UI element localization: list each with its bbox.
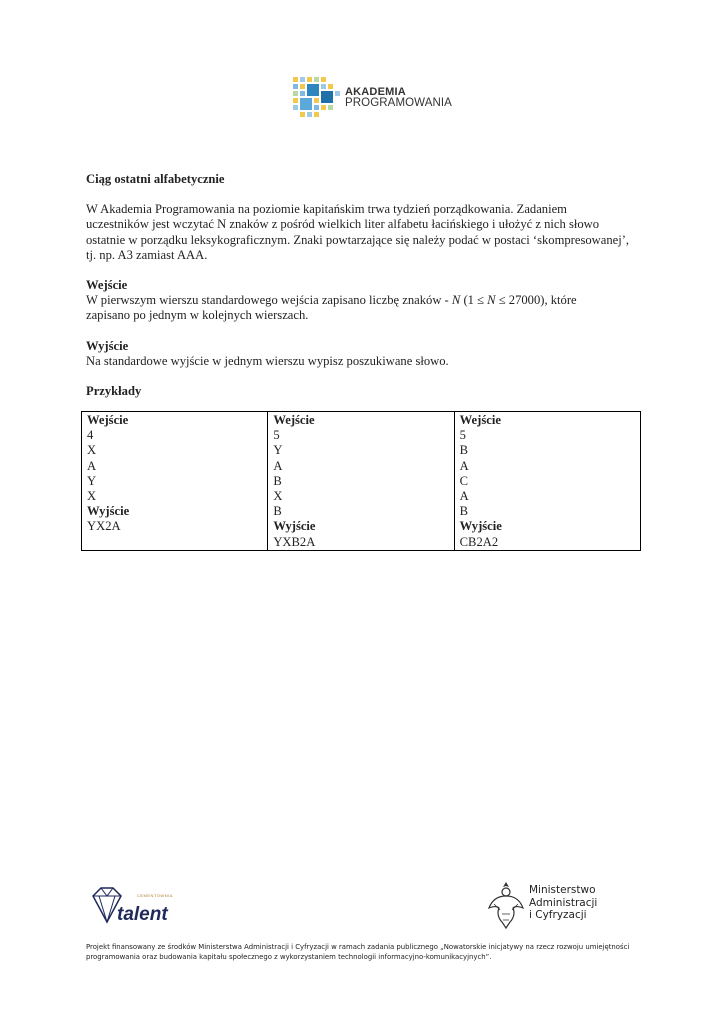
example-input-line: 5 [273, 428, 280, 443]
description-line: tj. np. A3 zamiast AAA. [86, 247, 208, 262]
talent-sponsor-text: CEMENTOWNIA [137, 893, 173, 898]
example-output: YXB2A [273, 534, 316, 549]
talent-wordmark: talent [117, 904, 168, 925]
example-input-line: B [273, 473, 282, 488]
example-input-line: 5 [459, 428, 466, 443]
example-cell-2 [268, 412, 454, 551]
variable-n: N [487, 293, 496, 308]
examples-heading: Przykłady [86, 384, 142, 399]
input-text: W pierwszym wierszu standardowego wejścia zapisano liczbę znaków - [86, 293, 452, 308]
ministry-name [529, 884, 597, 922]
footnote-line: programowania oraz budowania kapitału społecznego z wykorzystaniem technologii informacyjno-komunikacyjnych”. [86, 953, 492, 961]
example-input-line: A [459, 489, 469, 504]
examples-table [81, 411, 641, 551]
input-description-line: zapisano po jednym w kolejnych wierszach. [86, 308, 309, 323]
input-section [86, 278, 646, 324]
example-output: CB2A2 [459, 534, 499, 549]
example-cell-3 [454, 412, 640, 551]
input-description-line [86, 293, 646, 308]
example-input-line: X [87, 443, 97, 458]
example-input-line: B [459, 504, 469, 519]
output-description: Na standardowe wyjście w jednym wierszu wypisz poszukiwane słowo. [86, 353, 449, 368]
input-text: (1 ≤ [460, 293, 488, 308]
ministry-line: Ministerstwo [529, 884, 596, 896]
talent-logo [85, 882, 195, 928]
variable-n: N [451, 293, 461, 308]
description-line: W Akademia Programowania na poziomie kapitańskim trwa tydzień porządkowania. Zadaniem [86, 202, 567, 217]
example-input-label: Wejście [459, 413, 501, 427]
example-cell-1 [82, 412, 268, 551]
logo-line-1: AKADEMIA [345, 86, 406, 98]
example-input-line: A [87, 458, 97, 473]
description-line: uczestników jest wczytać N znaków z pośród wielkich liter alfabetu łacińskiego i ułożyć z nich słowo [86, 217, 600, 232]
ministry-line: i Cyfryzacji [529, 909, 587, 921]
mosaic-logo-icon [291, 75, 343, 119]
funding-footnote [86, 942, 646, 962]
example-input-line: 4 [87, 428, 94, 443]
example-output-label: Wyjście [459, 519, 502, 534]
example-input-line: A [459, 458, 469, 473]
example-output-label: Wyjście [87, 504, 130, 519]
table-row [82, 412, 641, 551]
logo-line-2: PROGRAMOWANIA [345, 97, 452, 109]
example-input-line: C [459, 473, 469, 488]
footnote-line: Projekt finansowany ze środków Ministerstwa Administracji i Cyfryzacji w ramach zadania publicznego „Nowatorskie inicjatywy na rzecz rozwoju umiejętności [86, 943, 630, 951]
task-title: Ciąg ostatni alfabetycznie [86, 172, 225, 186]
input-heading: Wejście [86, 278, 128, 293]
example-input-line: Y [87, 473, 97, 488]
example-output: YX2A [87, 519, 121, 534]
output-section [86, 339, 646, 369]
logo-text [345, 87, 452, 110]
output-heading: Wyjście [86, 338, 129, 353]
ministry-logo [486, 878, 596, 932]
example-input-line: X [87, 489, 97, 504]
akademia-programowania-logo [291, 75, 451, 119]
eagle-emblem-icon [486, 878, 526, 932]
example-input-line: B [459, 443, 469, 458]
example-input-line: B [273, 504, 282, 519]
ministry-line: Administracji [529, 896, 598, 909]
example-output-label: Wyjście [273, 519, 316, 534]
example-input-label: Wejście [87, 413, 129, 427]
task-description [86, 202, 646, 263]
input-text: ≤ 27000), które [495, 293, 577, 308]
description-line: ostatnie w porządku leksykograficznym. Znaki powtarzające się należy podać w postaci ‘skompresowanej’, [86, 232, 630, 247]
example-input-line: A [273, 458, 283, 473]
task-content [86, 172, 646, 399]
example-input-line: X [273, 489, 283, 504]
example-input-label: Wejście [273, 413, 315, 427]
example-input-line: Y [273, 443, 283, 458]
